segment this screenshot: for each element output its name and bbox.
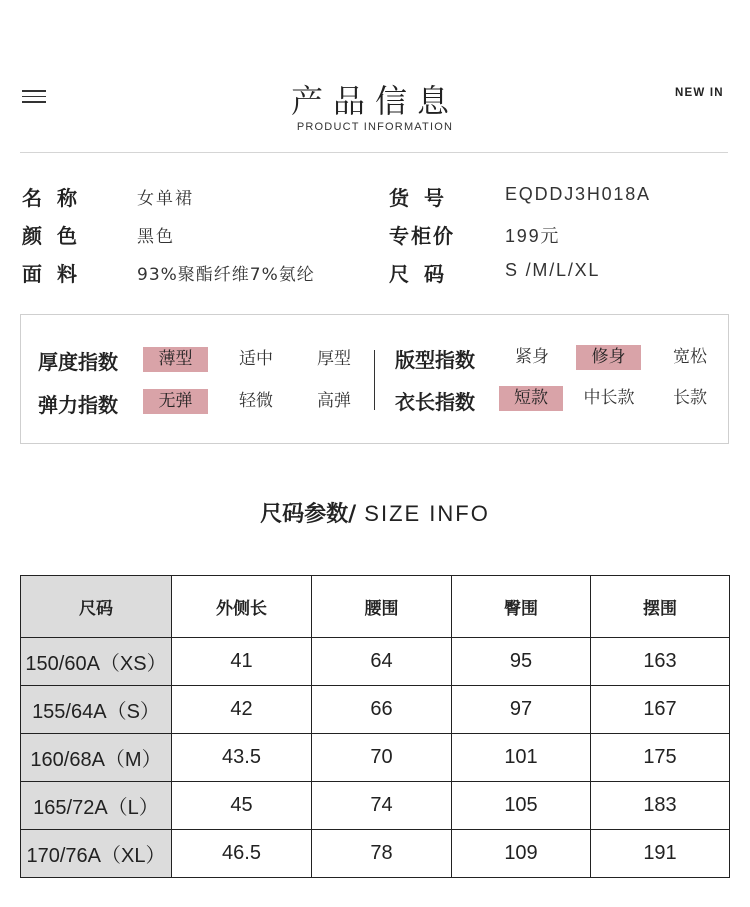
table-cell: 43.5 [172,734,312,782]
material-label: 面 料 [22,262,81,286]
name-value: 女单裙 [137,189,194,209]
table-cell: 183 [591,782,730,830]
material-value: 93%聚酯纤维7%氨纶 [137,265,315,285]
divider [20,152,728,153]
table-cell: 97 [452,686,591,734]
table-cell: 45 [172,782,312,830]
table-cell: 165/72A（L） [21,782,172,830]
thickness-label: 厚度指数 [38,350,118,374]
size-heading-cn: 尺码参数/ [260,502,357,527]
fit-option-tight: 紧身 [515,347,549,367]
fit-option-loose: 宽松 [673,347,707,367]
column-header: 摆围 [591,576,730,638]
index-divider [374,350,375,410]
table-row [21,782,730,830]
table-cell: 78 [312,830,452,878]
table-cell: 95 [452,638,591,686]
length-option-mid: 中长款 [583,388,635,408]
table-row [21,734,730,782]
elasticity-label: 弹力指数 [38,393,118,417]
table-row [21,830,730,878]
sku-value: EQDDJ3H018A [505,184,651,204]
column-header: 尺码 [21,576,172,638]
color-value: 黑色 [137,227,175,247]
table-cell: 42 [172,686,312,734]
size-info-heading [0,497,750,528]
size-label: 尺 码 [389,262,448,286]
table-cell: 170/76A（XL） [21,830,172,878]
column-header: 臀围 [452,576,591,638]
size-table [20,575,730,878]
table-cell: 46.5 [172,830,312,878]
thickness-option-thick: 厚型 [317,349,351,369]
table-header-row [21,576,730,638]
table-cell: 101 [452,734,591,782]
table-cell: 150/60A（XS） [21,638,172,686]
table-cell: 155/64A（S） [21,686,172,734]
size-heading-en: SIZE INFO [356,501,490,526]
table-cell: 105 [452,782,591,830]
thickness-option-thin: 薄型 [143,347,208,372]
table-cell: 64 [312,638,452,686]
table-row [21,686,730,734]
fit-label: 版型指数 [395,348,475,372]
column-header: 腰围 [312,576,452,638]
page-subtitle: PRODUCT INFORMATION [296,121,454,133]
elasticity-option-high: 高弹 [317,391,351,411]
length-option-long: 长款 [673,388,707,408]
table-cell: 41 [172,638,312,686]
table-cell: 66 [312,686,452,734]
table-cell: 70 [312,734,452,782]
name-label: 名 称 [22,186,81,210]
table-cell: 163 [591,638,730,686]
table-cell: 175 [591,734,730,782]
page-title: 产品信息 [290,82,459,120]
table-cell: 167 [591,686,730,734]
elasticity-option-slight: 轻微 [239,391,273,411]
length-label: 衣长指数 [395,390,475,414]
sku-label: 货 号 [389,186,448,210]
table-cell: 160/68A（M） [21,734,172,782]
thickness-option-medium: 适中 [239,349,273,369]
size-value: S /M/L/XL [505,260,601,280]
table-cell: 109 [452,830,591,878]
fit-option-slim: 修身 [576,345,641,370]
price-value: 199元 [505,226,561,246]
table-row [21,638,730,686]
length-option-short: 短款 [499,386,563,411]
table-cell: 191 [591,830,730,878]
elasticity-option-none: 无弹 [143,389,208,414]
table-cell: 74 [312,782,452,830]
price-label: 专柜价 [389,224,455,248]
color-label: 颜 色 [22,224,81,248]
new-in-link[interactable]: NEW IN [675,87,724,99]
column-header: 外侧长 [172,576,312,638]
